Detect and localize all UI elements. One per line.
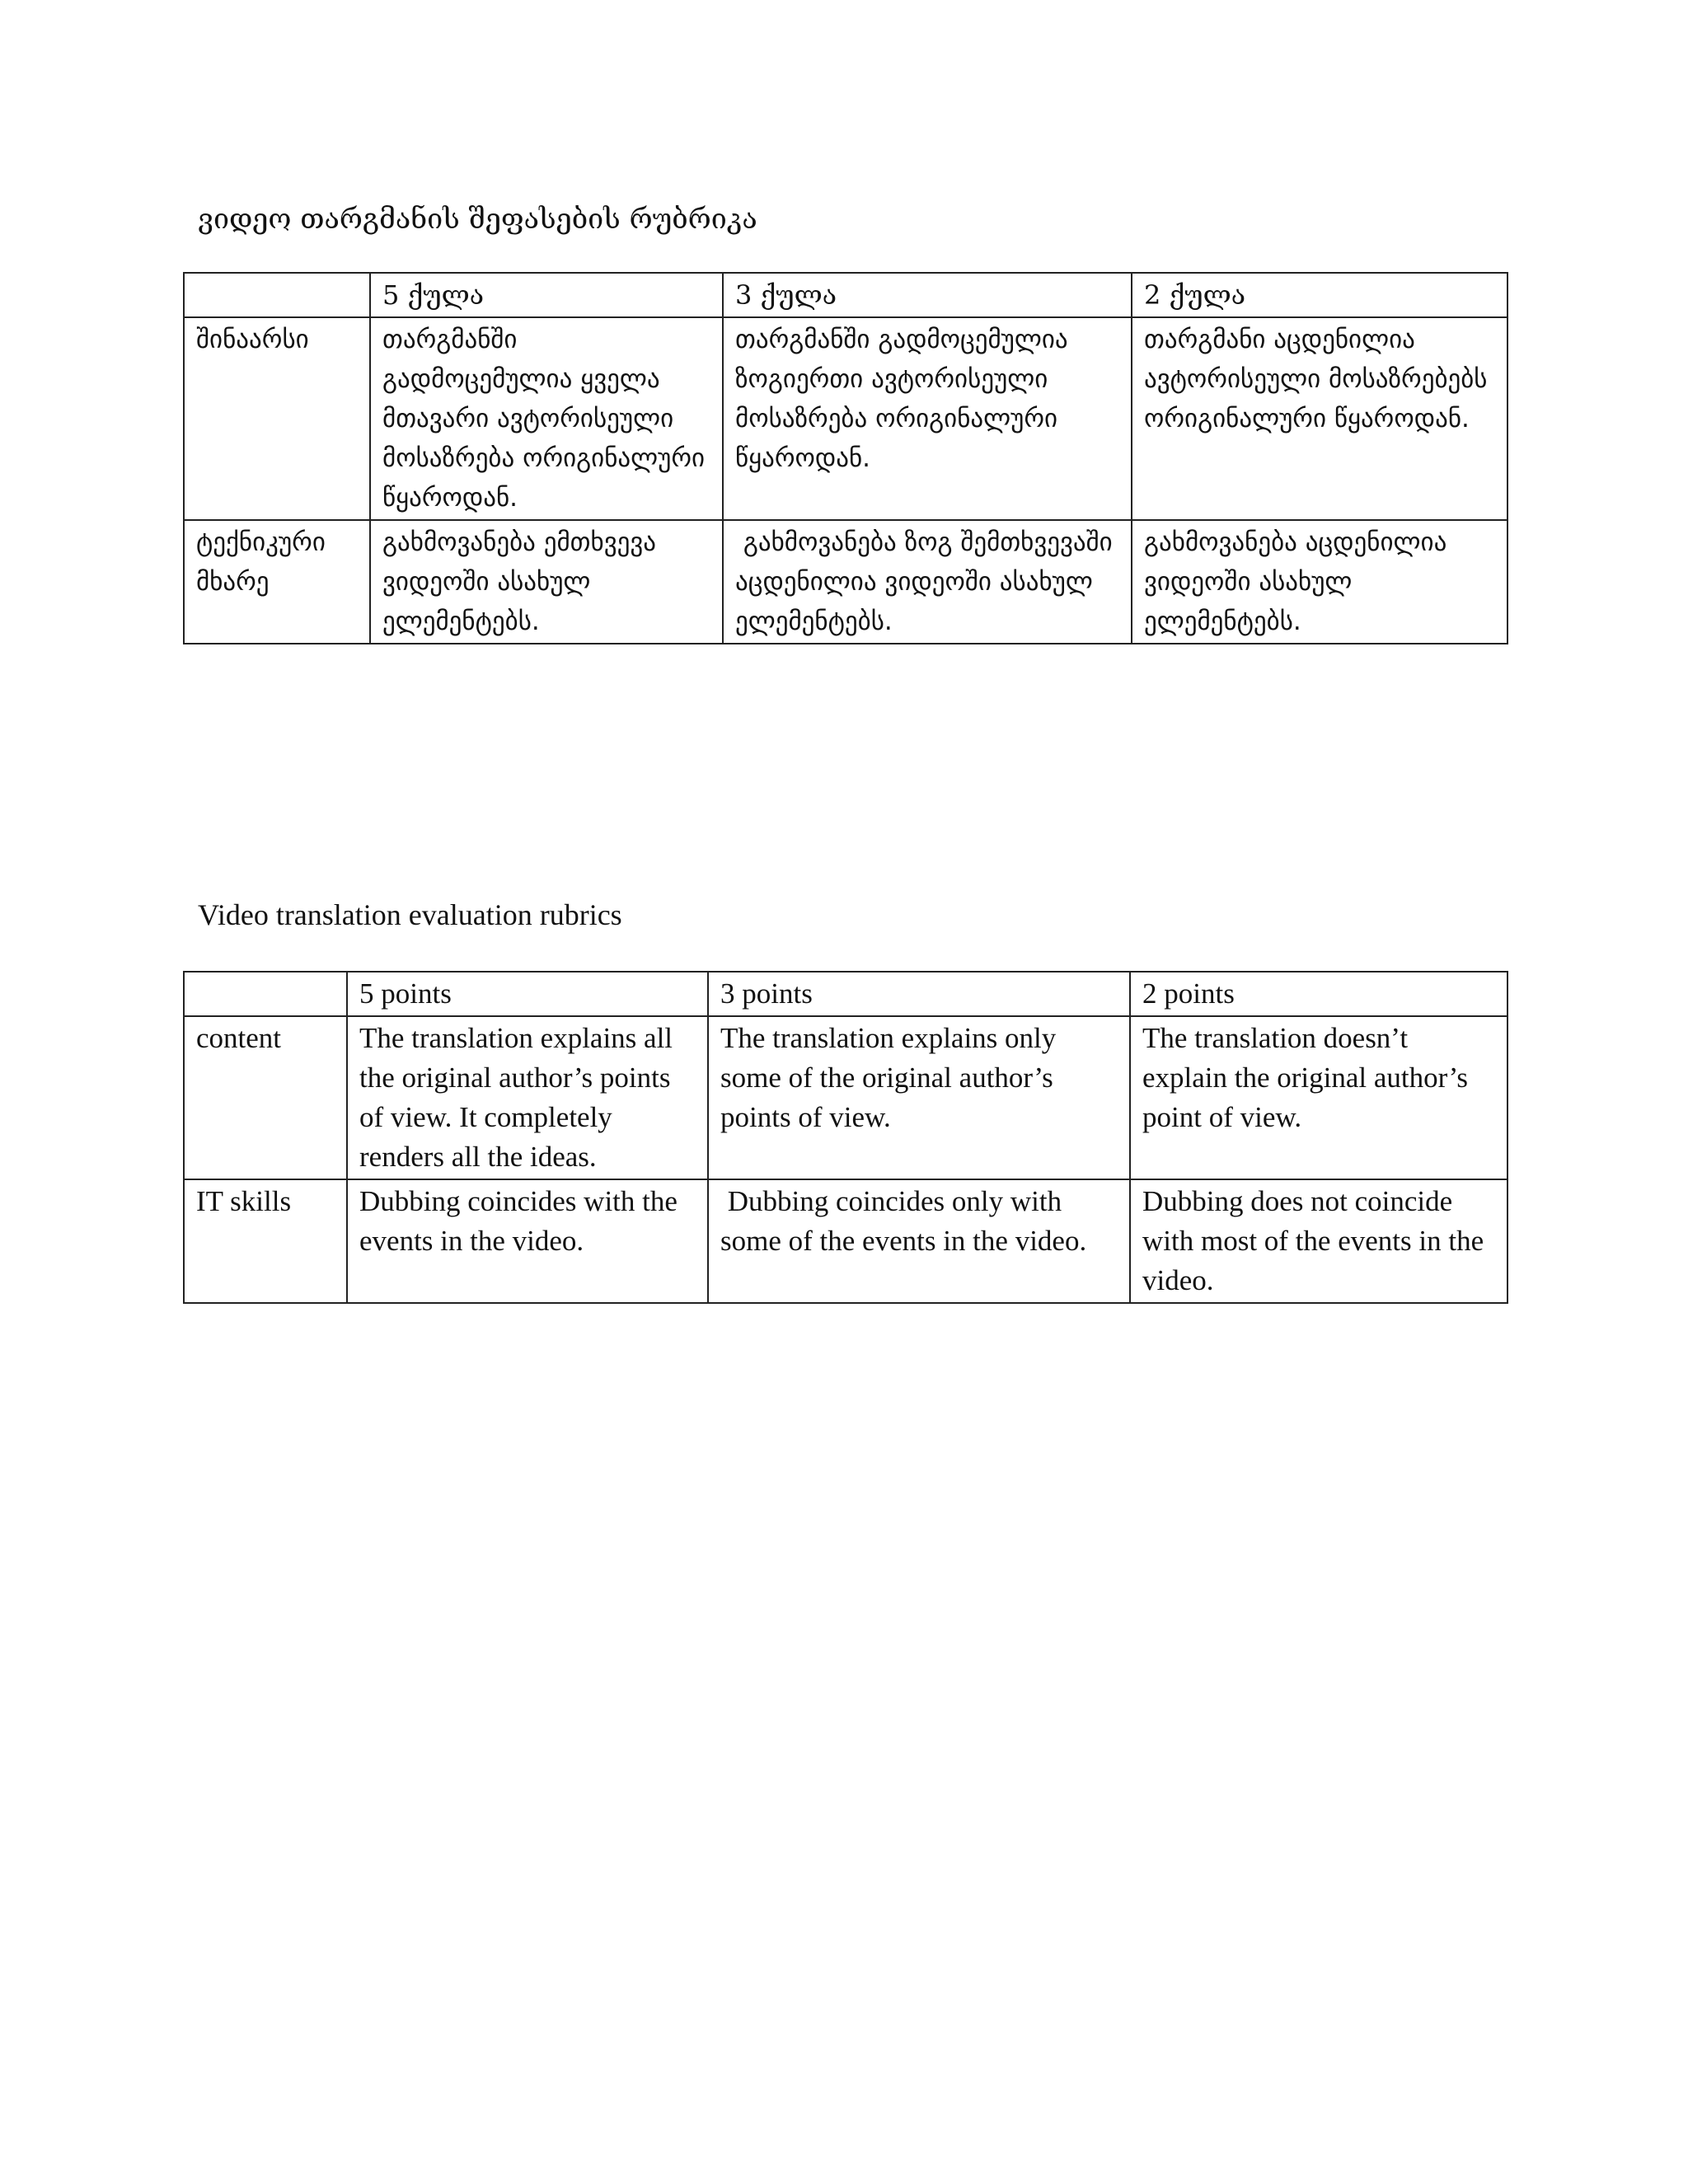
table-cell: თარგმანი აცდენილია ავტორისეული მოსაზრებებს ორიგინალური წყაროდან.	[1132, 317, 1507, 520]
table-cell: The translation explains only some of the original author’s points of view.	[708, 1016, 1130, 1179]
table-header-row	[184, 273, 1507, 317]
georgian-rubric-title: ვიდეო თარგმანის შეფასების რუბრიკა	[198, 203, 757, 236]
table-cell: თარგმანში გადმოცემულია ზოგიერთი ავტორისეული მოსაზრება ორიგინალური წყაროდან.	[723, 317, 1132, 520]
english-rubric-table	[183, 971, 1508, 1304]
table-row	[184, 520, 1507, 644]
criterion-cell: ტექნიკური მხარე	[184, 520, 370, 644]
header-cell-3-points: 3 ქულა	[723, 273, 1132, 317]
criterion-cell: IT skills	[184, 1179, 347, 1303]
table-row	[184, 1016, 1507, 1179]
criterion-cell: შინაარსი	[184, 317, 370, 520]
criterion-cell: content	[184, 1016, 347, 1179]
table-cell: The translation explains all the original author’s points of view. It completely renders all the ideas.	[347, 1016, 708, 1179]
header-cell-empty	[184, 972, 347, 1016]
table-cell: Dubbing coincides only with some of the events in the video.	[708, 1179, 1130, 1303]
table-cell: გახმოვანება ემთხვევა ვიდეოში ასახულ ელემენტებს.	[370, 520, 723, 644]
english-rubric-title: Video translation evaluation rubrics	[198, 898, 622, 931]
header-cell-2-points: 2 ქულა	[1132, 273, 1507, 317]
header-cell-5-points: 5 points	[347, 972, 708, 1016]
table-cell: გახმოვანება აცდენილია ვიდეოში ასახულ ელემენტებს.	[1132, 520, 1507, 644]
georgian-rubric-table	[183, 272, 1508, 644]
header-cell-5-points: 5 ქულა	[370, 273, 723, 317]
table-row	[184, 1179, 1507, 1303]
header-cell-2-points: 2 points	[1130, 972, 1507, 1016]
header-cell-empty	[184, 273, 370, 317]
table-cell: გახმოვანება ზოგ შემთხვევაში აცდენილია ვიდეოში ასახულ ელემენტებს.	[723, 520, 1132, 644]
table-cell: Dubbing coincides with the events in the video.	[347, 1179, 708, 1303]
table-cell: The translation doesn’t explain the original author’s point of view.	[1130, 1016, 1507, 1179]
table-cell: თარგმანში გადმოცემულია ყველა მთავარი ავტორისეული მოსაზრება ორიგინალური წყაროდან.	[370, 317, 723, 520]
table-header-row	[184, 972, 1507, 1016]
header-cell-3-points: 3 points	[708, 972, 1130, 1016]
table-row	[184, 317, 1507, 520]
table-cell: Dubbing does not coincide with most of the events in the video.	[1130, 1179, 1507, 1303]
